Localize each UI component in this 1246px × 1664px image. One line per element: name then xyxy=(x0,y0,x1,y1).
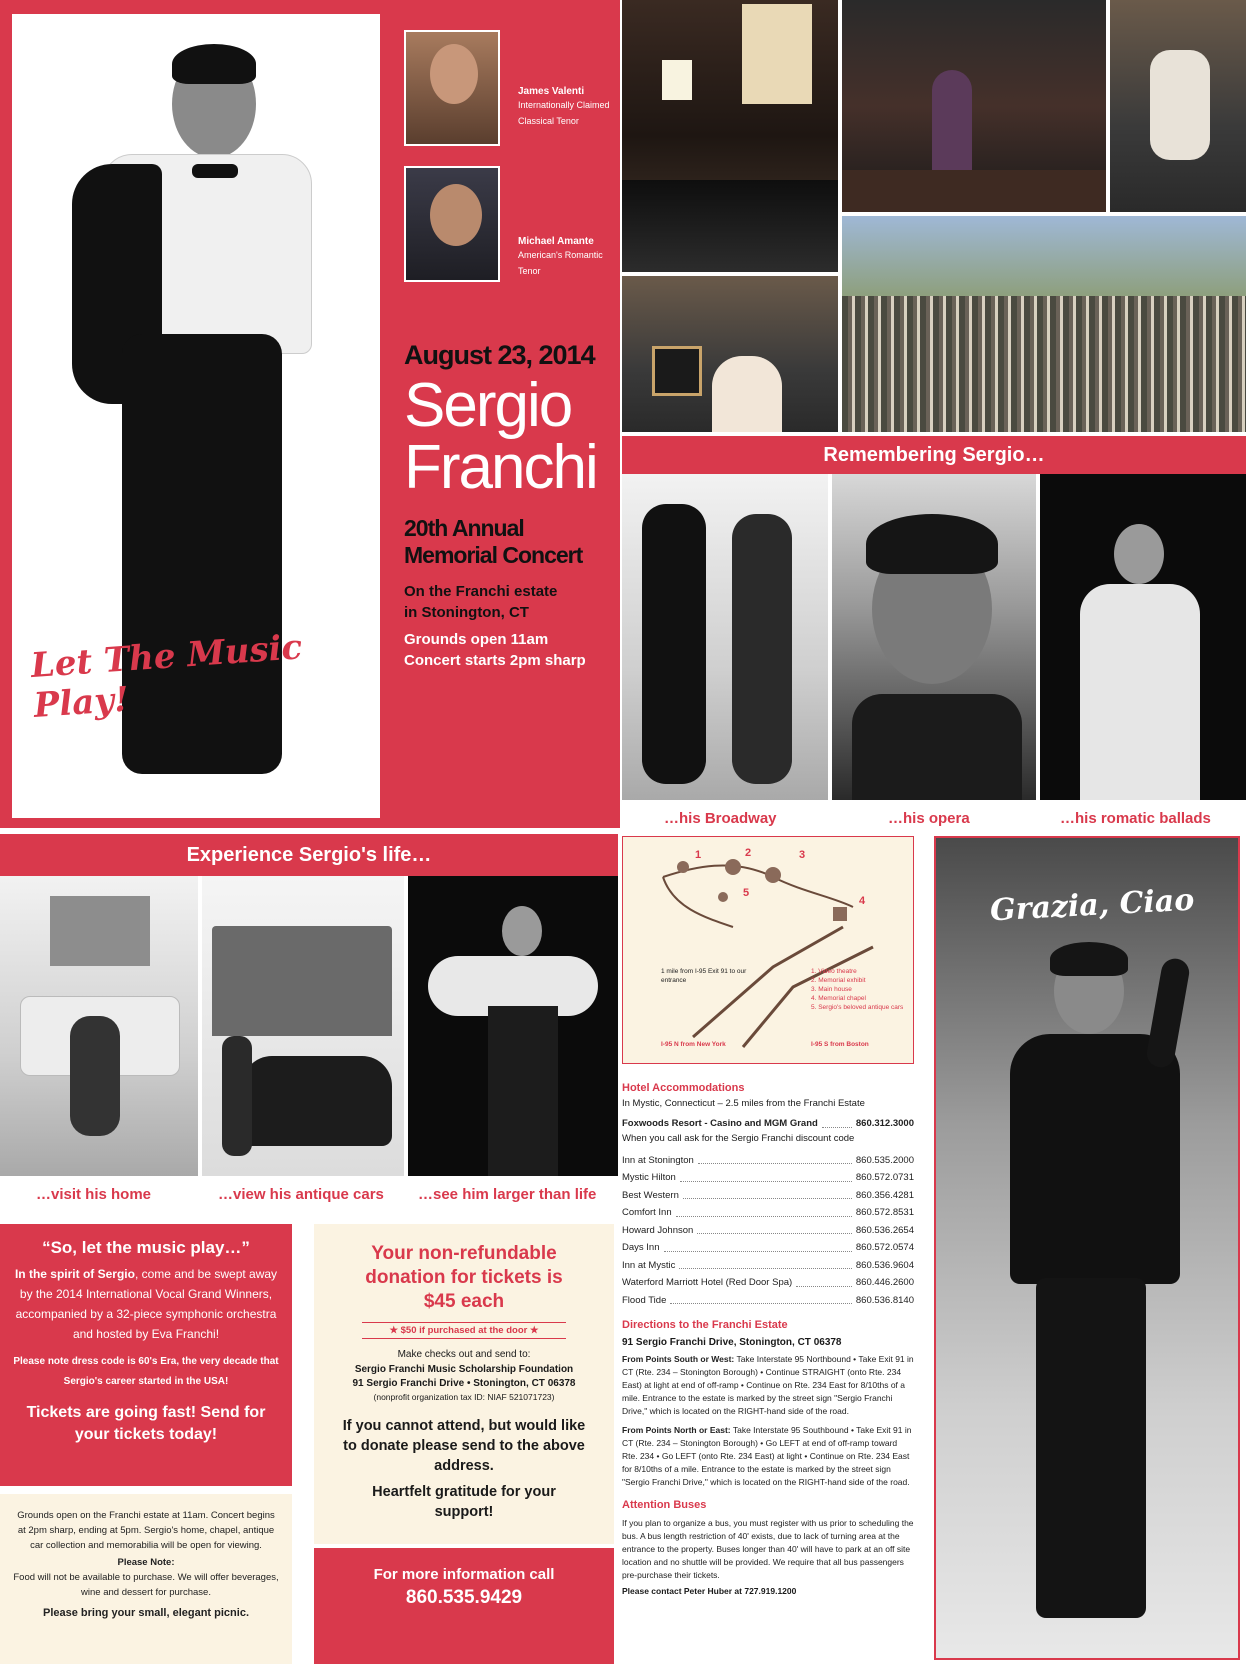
promo-quote: “So, let the music play…” xyxy=(42,1238,250,1257)
hotel-phone: 860.536.9604 xyxy=(855,1259,914,1271)
caption-broadway: …his Broadway xyxy=(664,810,777,827)
map-legend xyxy=(811,967,907,1012)
event-concert: Concert starts 2pm sharp xyxy=(404,652,586,669)
info-text: Grounds open on the Franchi estate at 11am. Concert begins at 2pm sharp, ending at 5pm. Sergio's home, chapel, antique car collection and memorabilia will be open for viewing. xyxy=(17,1510,275,1551)
hotel-row xyxy=(622,1292,914,1310)
event-date: August 23, 2014 xyxy=(404,340,595,370)
guest-2 xyxy=(518,236,610,279)
directions-south-text: Take Interstate 95 Northbound • Take Exit 91 in CT (Rte. 234 – Stonington Borough) • Continue STRAIGHT (onto Rte. 234 East) at light at end of off-ramp • Continue on Rte. 234 East for 8/10ths of a mile. Entrance to the estate is marked by the street sign "Sergio Franchi Drive," which is located on the RIGHT-hand side of the road. xyxy=(622,1354,914,1416)
larger-than-life-photo xyxy=(408,876,618,1176)
concert-stage-photo xyxy=(622,0,838,272)
info-call-panel xyxy=(314,1548,614,1664)
hotels-title: Hotel Accommodations xyxy=(622,1082,745,1094)
map-legend-2: 2. Memorial exhibit xyxy=(811,977,866,984)
crowd-photo xyxy=(842,216,1246,432)
event-subtitle-2: Memorial Concert xyxy=(404,542,583,568)
directions-south-label: From Points South or West: xyxy=(622,1354,735,1364)
hotel-row xyxy=(622,1274,914,1292)
buses-contact: Please contact Peter Huber at 727.919.1200 xyxy=(622,1586,797,1596)
caption-larger: …see him larger than life xyxy=(418,1186,597,1203)
event-name-2: Franchi xyxy=(404,433,597,502)
info-box xyxy=(0,1494,292,1664)
map-legend-1: 1. Video theatre xyxy=(811,968,857,975)
event-location-1: On the Franchi estate xyxy=(404,583,558,600)
directions-address: 91 Sergio Franchi Drive, Stonington, CT 06378 xyxy=(622,1337,842,1348)
guitarist-photo xyxy=(1110,0,1246,212)
event-name-1: Sergio xyxy=(404,371,572,440)
farewell-title: Grazia, Ciao xyxy=(989,882,1196,929)
hotel-phone: 860.572.8531 xyxy=(855,1207,914,1218)
ticket-panel xyxy=(314,1224,614,1544)
hotel-name: Mystic Hilton xyxy=(622,1172,676,1183)
promo-panel xyxy=(0,1224,292,1486)
info-picnic: Please bring your small, elegant picnic. xyxy=(42,1607,249,1619)
ticket-checks-intro: Make checks out and send to: xyxy=(397,1349,531,1360)
promo-body-text: , come and be swept away by the 2014 International Vocal Grand Winners, accompanied by a 32-piece symphonic orchestra and hosted by Eva Franchi! xyxy=(15,1267,278,1341)
directions-north-text: Take Interstate 95 Southbound • Take Exit 91 in CT (Rte. 234 – Stonington Borough) • Go LEFT at end of off-ramp toward Rte. 234 • Go LEFT (onto Rte. 234 East) at light • Continue on Rte. 234 East for 8/10ths of a mile. Entrance to the estate is marked by the street sign "Sergio Franchi Drive," which is located on the RIGHT-hand side of the road. xyxy=(622,1425,912,1487)
home-photo xyxy=(0,876,198,1176)
hotel-name: Howard Johnson xyxy=(622,1224,694,1236)
hotel-phone: 860.572.0574 xyxy=(855,1242,914,1253)
ticket-address: 91 Sergio Franchi Drive • Stonington, CT 06378 xyxy=(352,1378,576,1389)
map-num-5: 5 xyxy=(743,887,750,899)
guest-photo-valenti xyxy=(404,30,500,146)
caption-cars: …view his antique cars xyxy=(218,1186,384,1203)
buses-title: Attention Buses xyxy=(622,1499,707,1511)
hotel-row xyxy=(622,1187,914,1205)
caption-opera: …his opera xyxy=(888,810,970,827)
hotel-phone: 860.446.2600 xyxy=(855,1277,914,1288)
curtain-call-photo xyxy=(842,0,1106,212)
farewell-photo xyxy=(934,836,1240,1660)
opera-photo xyxy=(832,474,1036,800)
directions-north xyxy=(622,1424,914,1489)
award-photo xyxy=(622,276,838,432)
promo-cta: Tickets are going fast! Send for your tickets today! xyxy=(26,1404,266,1443)
experience-title: Experience Sergio's life… xyxy=(186,844,432,866)
event-subtitle-1: 20th Annual xyxy=(404,515,524,541)
ticket-donate: If you cannot attend, but would like to donate please send to the above address. xyxy=(342,1418,586,1474)
map-num-3: 3 xyxy=(799,849,806,861)
caption-home: …visit his home xyxy=(36,1186,152,1203)
hotel-phone: 860.572.0731 xyxy=(855,1172,914,1183)
map-num-1: 1 xyxy=(695,849,702,861)
map-legend-4: 4. Memorial chapel xyxy=(811,995,866,1002)
hotel-row xyxy=(622,1204,914,1222)
map-num-2: 2 xyxy=(745,847,752,859)
remembering-title: Remembering Sergio… xyxy=(823,444,1045,466)
hotel-featured-phone: 860.312.3000 xyxy=(855,1118,914,1129)
directions-south xyxy=(622,1353,914,1418)
hotels-intro: In Mystic, Connecticut – 2.5 miles from the Franchi Estate xyxy=(622,1098,865,1109)
antique-cars-photo xyxy=(202,876,404,1176)
hotel-name: Inn at Mystic xyxy=(622,1259,676,1271)
hotel-name: Waterford Marriott Hotel (Red Door Spa) xyxy=(622,1277,793,1288)
ticket-headline: Your non-refundable donation for tickets is $45 each xyxy=(365,1243,563,1312)
directions-north-label: From Points North or East: xyxy=(622,1425,731,1435)
map-legend-5: 5. Sergio's beloved antique cars xyxy=(811,1004,904,1011)
buses-text: If you plan to organize a bus, you must register with us prior to scheduling the bus. A bus length restriction of 40' exists, due to lack of turning area at the entrance to the property. Buses longer than 40' will have to park at an off site location and no shuttle will be provided. We require that all bus passengers pre-purchase their tickets. xyxy=(622,1518,914,1580)
directions-title: Directions to the Franchi Estate xyxy=(622,1319,788,1331)
estate-map xyxy=(622,836,914,1064)
event-grounds: Grounds open 11am xyxy=(404,631,549,648)
hotel-name: Comfort Inn xyxy=(622,1207,672,1218)
info-note-text: Food will not be available to purchase. We will offer beverages, wine and dessert for purchase. xyxy=(13,1572,279,1598)
hotel-row xyxy=(622,1222,914,1240)
event-location-2: in Stonington, CT xyxy=(404,604,529,621)
map-road-left: I-95 N from New York xyxy=(661,1041,726,1048)
ticket-door-price: ★ $50 if purchased at the door ★ xyxy=(362,1322,566,1339)
promo-body xyxy=(12,1264,280,1344)
guest-2-desc: American's Romantic Tenor xyxy=(518,250,603,276)
info-note-title: Please Note: xyxy=(117,1557,175,1568)
hotel-featured-note: When you call ask for the Sergio Franchi discount code xyxy=(622,1132,855,1144)
caption-ballads: …his romatic ballads xyxy=(1060,810,1211,827)
ballads-photo xyxy=(1040,474,1246,800)
hotel-featured xyxy=(622,1115,914,1133)
hotel-phone: 860.356.4281 xyxy=(855,1189,914,1201)
ticket-thanks: Heartfelt gratitude for your support! xyxy=(372,1484,556,1520)
event-block xyxy=(404,340,614,669)
guest-1 xyxy=(518,86,610,129)
hotel-name: Inn at Stonington xyxy=(622,1154,694,1166)
ticket-tax-id: (nonprofit organization tax ID: NIAF 521071723) xyxy=(373,1392,555,1402)
hero-photo xyxy=(12,14,380,818)
info-call-label: For more information call xyxy=(373,1566,555,1583)
broadway-photo xyxy=(622,474,828,800)
guest-1-desc: Internationally Claimed Classical Tenor xyxy=(518,100,610,126)
map-drawing xyxy=(623,837,913,1063)
hotel-row xyxy=(622,1239,914,1257)
map-num-4: 4 xyxy=(859,895,866,907)
hero-tagline: Let The Music Play! xyxy=(29,627,304,727)
hotel-row xyxy=(622,1257,914,1275)
hotel-phone: 860.536.8140 xyxy=(855,1294,914,1306)
hotel-row xyxy=(622,1169,914,1187)
map-road-right: I-95 S from Boston xyxy=(811,1041,869,1048)
info-call-phone: 860.535.9429 xyxy=(405,1587,523,1608)
hotel-phone: 860.535.2000 xyxy=(855,1154,914,1166)
guest-photo-amante xyxy=(404,166,500,282)
ticket-org: Sergio Franchi Music Scholarship Foundation xyxy=(354,1364,574,1375)
farewell-figure-body xyxy=(1010,1034,1180,1284)
promo-dress-code: Please note dress code is 60's Era, the very decade that Sergio's career started in the USA! xyxy=(13,1356,279,1387)
hotel-name: Best Western xyxy=(622,1189,679,1201)
hotel-name: Flood Tide xyxy=(622,1294,667,1306)
remembering-banner xyxy=(622,436,1246,474)
hotel-featured-name: Foxwoods Resort - Casino and MGM Grand xyxy=(622,1118,818,1129)
guest-1-name: James Valenti xyxy=(518,86,585,97)
hotel-name: Days Inn xyxy=(622,1242,660,1253)
travel-info xyxy=(622,1082,914,1596)
map-note: 1 mile from I-95 Exit 91 to our entrance xyxy=(661,968,747,984)
promo-body-bold: In the spirit of Sergio xyxy=(14,1267,135,1281)
map-legend-3: 3. Main house xyxy=(811,986,852,993)
hotel-row xyxy=(622,1152,914,1170)
experience-banner xyxy=(0,834,618,876)
hotel-phone: 860.536.2654 xyxy=(855,1224,914,1236)
guest-2-name: Michael Amante xyxy=(518,236,594,247)
